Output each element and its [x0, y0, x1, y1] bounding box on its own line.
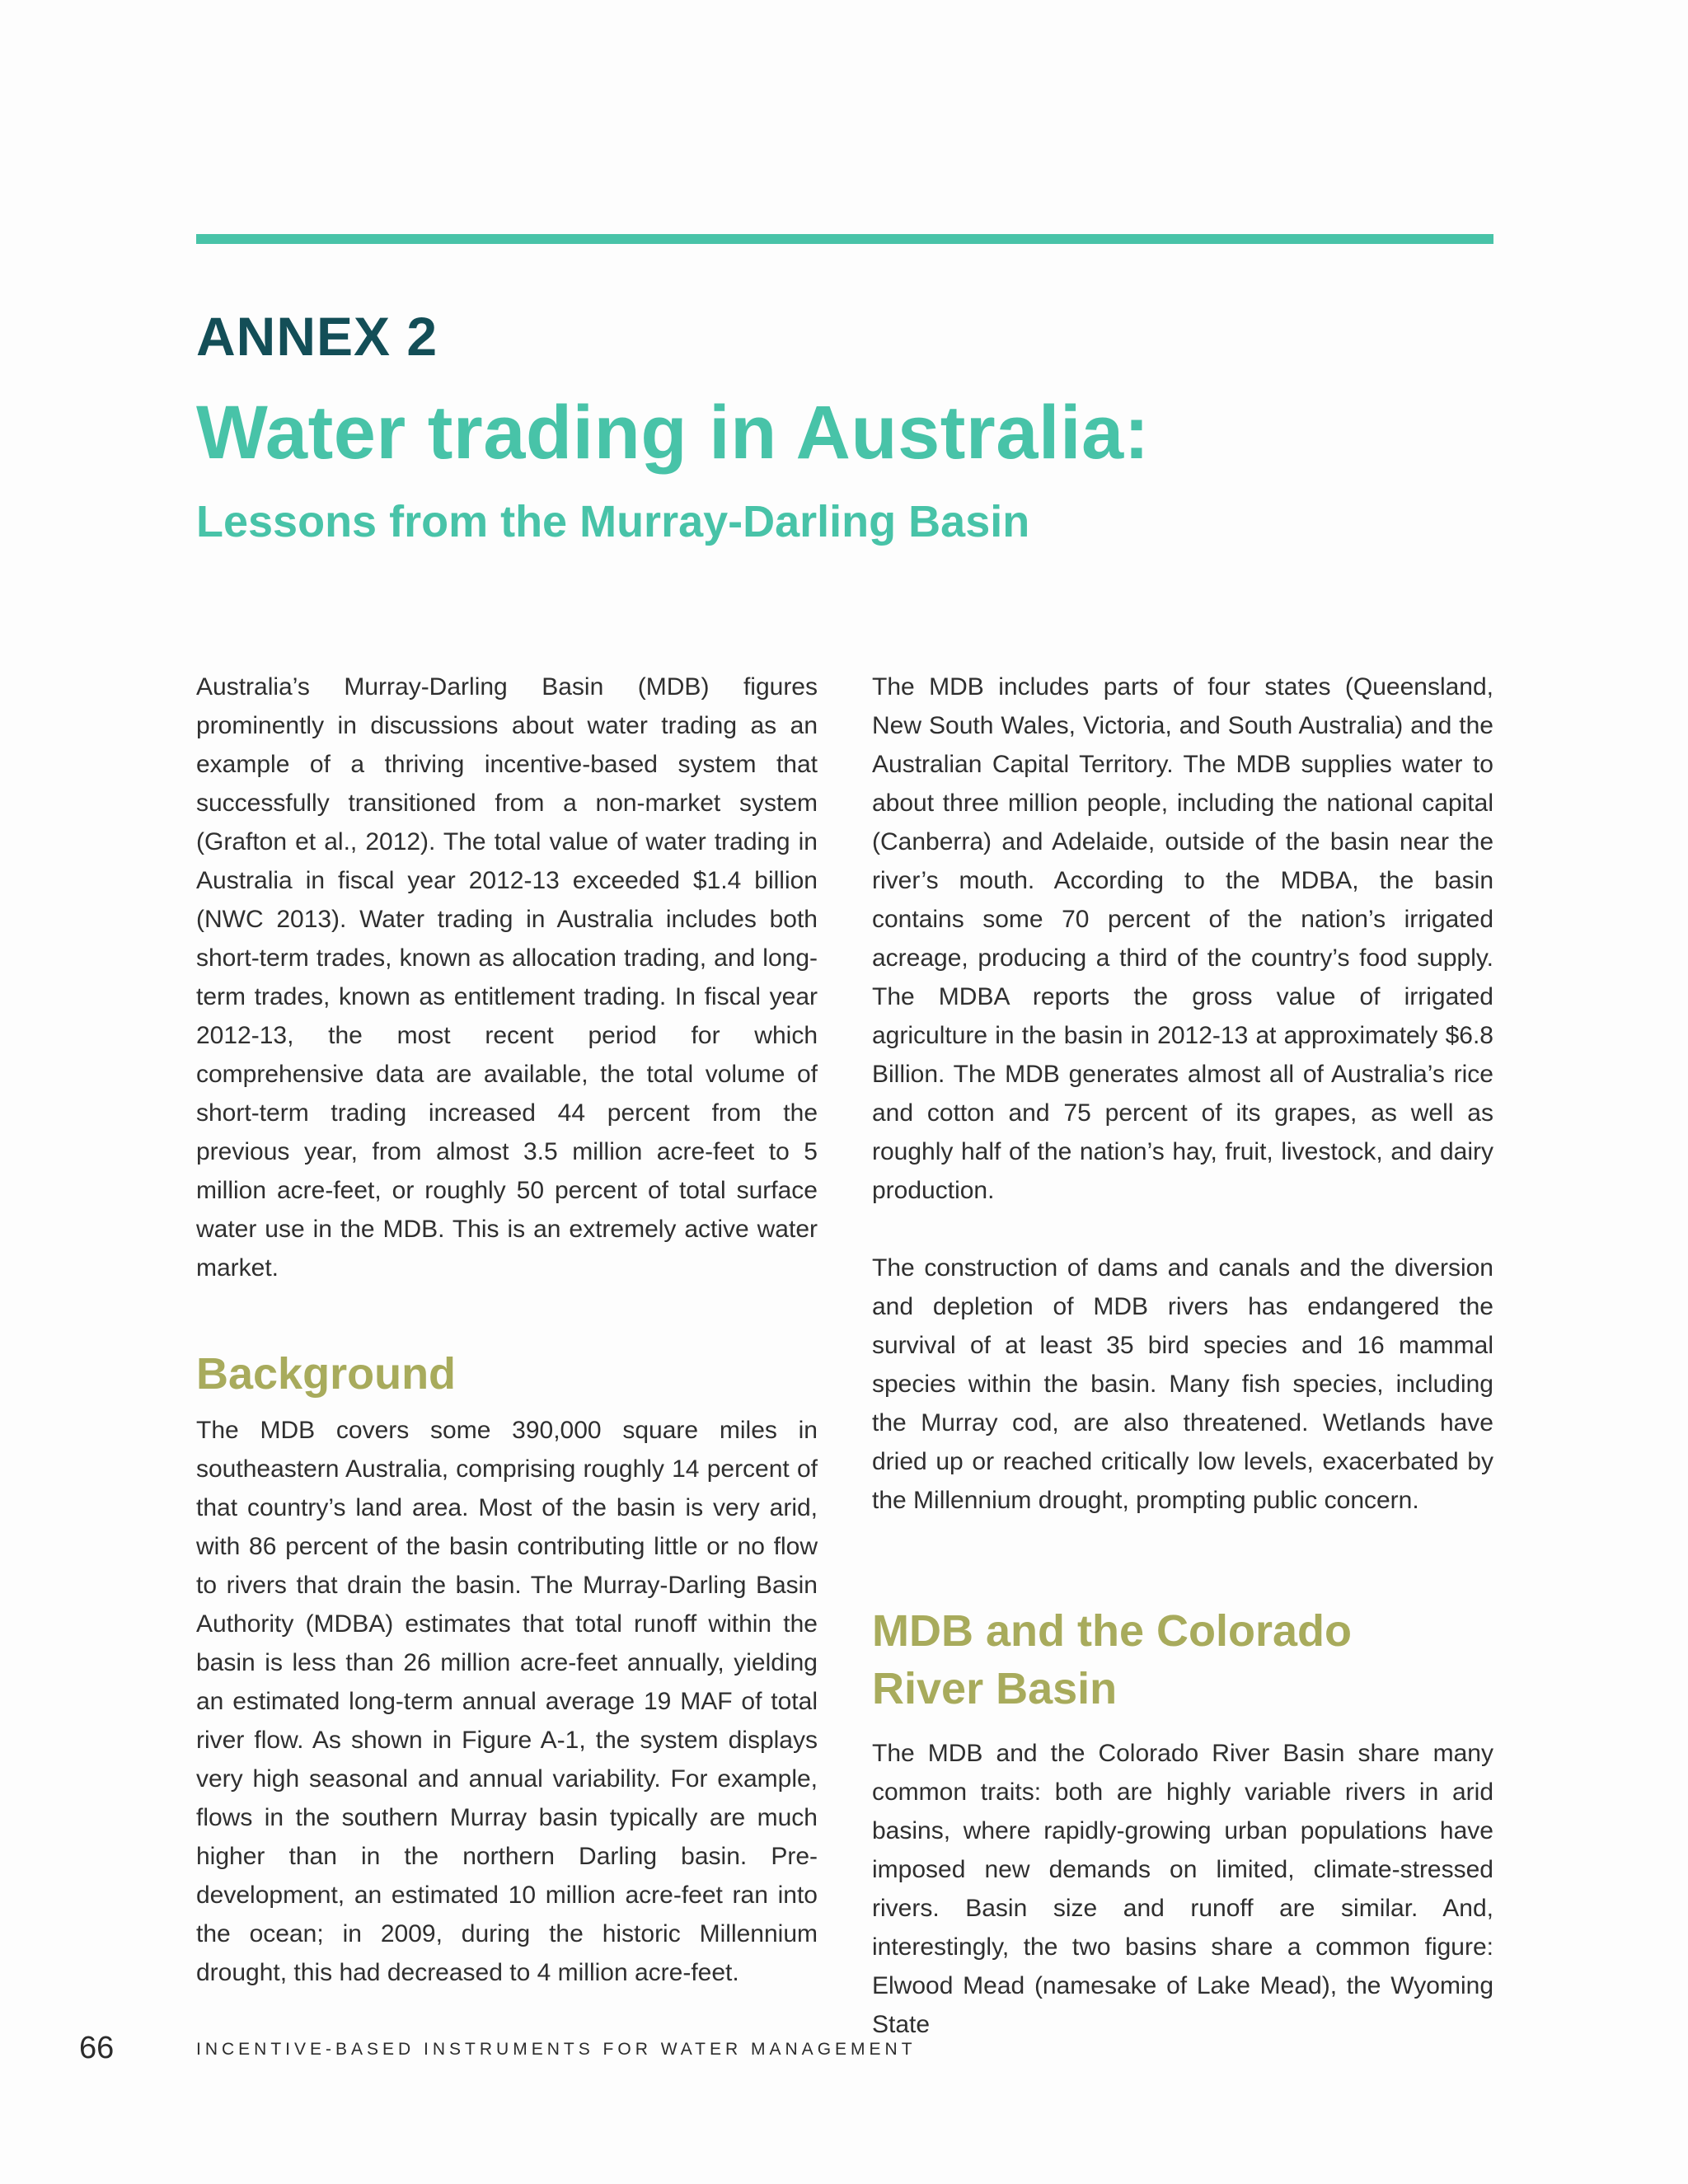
environment-paragraph: The construction of dams and canals and the diversion and depletion of MDB rivers has endangered the survival of at least 35 bird species and 16 mammal species within the basin. Many fish species, including the Murray cod, are also threatened. Wetlands have dried up or reached critically low levels, exacerbated by the Millennium drought, prompting public concern. — [872, 1254, 1493, 1514]
background-paragraph: The MDB covers some 390,000 square miles in southeastern Australia, comprising roughly 14 percent of that country’s land area. Most of the basin is very arid, with 86 percent of the basin contributing little or no flow to rivers that drain the basin. The Murray-Darling Basin Authority (MDBA) estimates that total runoff within the basin is less than 26 million acre-feet annually, yielding an estimated long-term annual average 19 MAF of total river flow. As shown in Figure A-1, the system displays very high seasonal and annual variability. For example, flows in the southern Murray basin typically are much higher than in the northern Darling basin. Pre-development, an estimated 10 million acre-feet ran into the ocean; in 2009, during the historic Millennium drought, this had decreased to 4 million acre-feet. — [196, 1417, 818, 1986]
colorado-heading-line2: River Basin — [872, 1664, 1118, 1713]
intro-paragraph: Australia’s Murray-Darling Basin (MDB) figures prominently in discussions about water trading as an example of a thriving incentive-based system that successfully transitioned from a non-market system (Grafton et al., 2012). The total value of water trading in Australia in fiscal year 2012-13 exceeded $1.4 billion (NWC 2013). Water trading in Australia includes both short-term trades, known as allocation trading, and long-term trades, known as entitlement trading. In fiscal year 2012-13, the most recent period for which comprehensive data are available, the total volume of short-term trading increased 44 percent from the previous year, from almost 3.5 million acre-feet to 5 million acre-feet, or roughly 50 percent of total surface water use in the MDB. This is an extremely active water market. — [196, 673, 818, 1282]
annex-label: ANNEX 2 — [196, 306, 438, 367]
page-number: 66 — [79, 2031, 115, 2065]
page-title: Water trading in Australia: — [196, 391, 1150, 475]
colorado-paragraph: The MDB and the Colorado River Basin share many common traits: both are highly variable rivers in arid basins, where rapidly-growing urban populations have imposed new demands on limited, climate-stressed rivers. Basin size and runoff are similar. And, interestingly, the two basins share a common figure: Elwood Mead (namesake of Lake Mead), the Wyoming State — [872, 1740, 1493, 2038]
background-heading: Background — [196, 1349, 457, 1399]
mdb-states-paragraph: The MDB includes parts of four states (Queensland, New South Wales, Victoria, and South Australia) and the Australian Capital Territory. The MDB supplies water to about three million people, including the national capital (Canberra) and Adelaide, outside of the basin near the river’s mouth. According to the MDBA, the basin contains some 70 percent of the nation’s irrigated acreage, producing a third of the country’s food supply. The MDBA reports the gross value of irrigated agriculture in the basin in 2012-13 at approximately $6.8 Billion. The MDB generates almost all of Australia’s rice and cotton and 75 percent of its grapes, as well as roughly half of the nation’s hay, fruit, livestock, and dairy production. — [872, 673, 1493, 1204]
footer-publication-title: INCENTIVE-BASED INSTRUMENTS FOR WATER MANAGEMENT — [196, 2040, 917, 2059]
left-column — [196, 668, 818, 1992]
page-subtitle: Lessons from the Murray-Darling Basin — [196, 497, 1030, 546]
header-rule — [196, 234, 1493, 244]
colorado-heading-line1: MDB and the Colorado — [872, 1606, 1352, 1656]
right-column — [872, 668, 1493, 2044]
colorado-heading — [872, 1602, 1493, 1718]
